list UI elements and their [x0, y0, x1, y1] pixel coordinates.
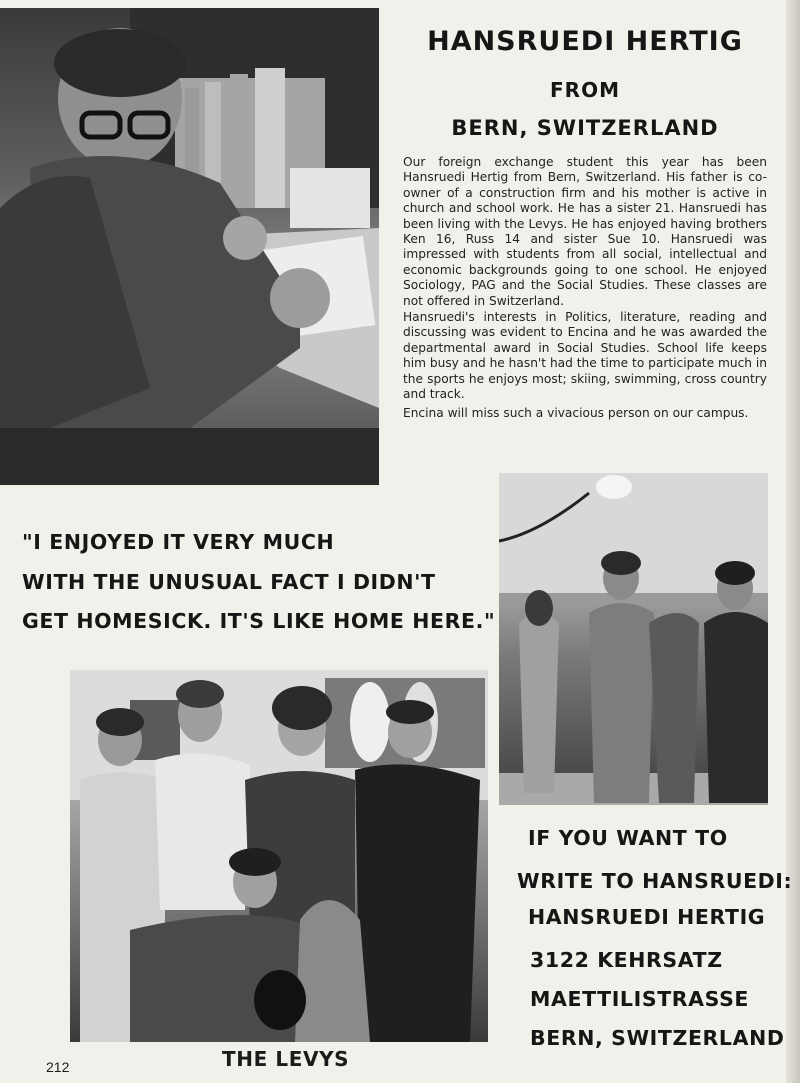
address-line: HANSRUEDI HERTIG [528, 905, 766, 929]
quote-line: WITH THE UNUSUAL FACT I DIDN'T [22, 570, 436, 594]
family-photo-caption: THE LEVYS [222, 1047, 350, 1071]
article-paragraph: Encina will miss such a vivacious person on our campus. [403, 406, 749, 420]
address-line: BERN, SWITZERLAND [530, 1026, 785, 1050]
quote-line: "I ENJOYED IT VERY MUCH [22, 530, 335, 554]
student-at-desk-photo [0, 8, 379, 485]
quote-line: GET HOMESICK. IT'S LIKE HOME HERE." [22, 609, 496, 633]
address-line: MAETTILISTRASSE [530, 987, 750, 1011]
page-edge-strip [786, 0, 800, 1083]
article-paragraph: Hansruedi's interests in Politics, literature, reading and discussing was evident to Encina and he was awarded the departmental award in Social Studies. School life keeps him busy and he hasn't had the time to participate much in the sports he enjoys most; skiing, swimming, cross country and track. [403, 310, 767, 402]
family-photo [70, 670, 488, 1042]
address-line: 3122 KEHRSATZ [530, 948, 723, 972]
address-line: IF YOU WANT TO [528, 826, 728, 850]
article-paragraph: Our foreign exchange student this year has been Hansruedi Hertig from Bern, Switzerland. His father is co-owner of a construction firm and his mother is active in church and school work. He has a sister 21. Hansruedi has been living with the Levys. He has enjoyed having brothers Ken 16, Russ 14 and sister Sue 10. Hansruedi was impressed with students from all social, intellectual and economic backgrounds going to one school. He enjoyed Sociology, PAG and the Social Studies. These classes are not offered in Switzerland. [403, 155, 767, 308]
page-number: 212 [46, 1059, 70, 1075]
student-photo-drawing [0, 8, 379, 485]
party-photo-drawing [499, 473, 768, 805]
address-line: WRITE TO HANSRUEDI: [517, 869, 793, 893]
from-heading: FROM [550, 78, 620, 102]
hometown-heading: BERN, SWITZERLAND [451, 116, 719, 140]
family-photo-drawing [70, 670, 488, 1042]
dance-party-photo [499, 473, 768, 805]
student-name-heading: HANSRUEDI HERTIG [427, 26, 743, 57]
